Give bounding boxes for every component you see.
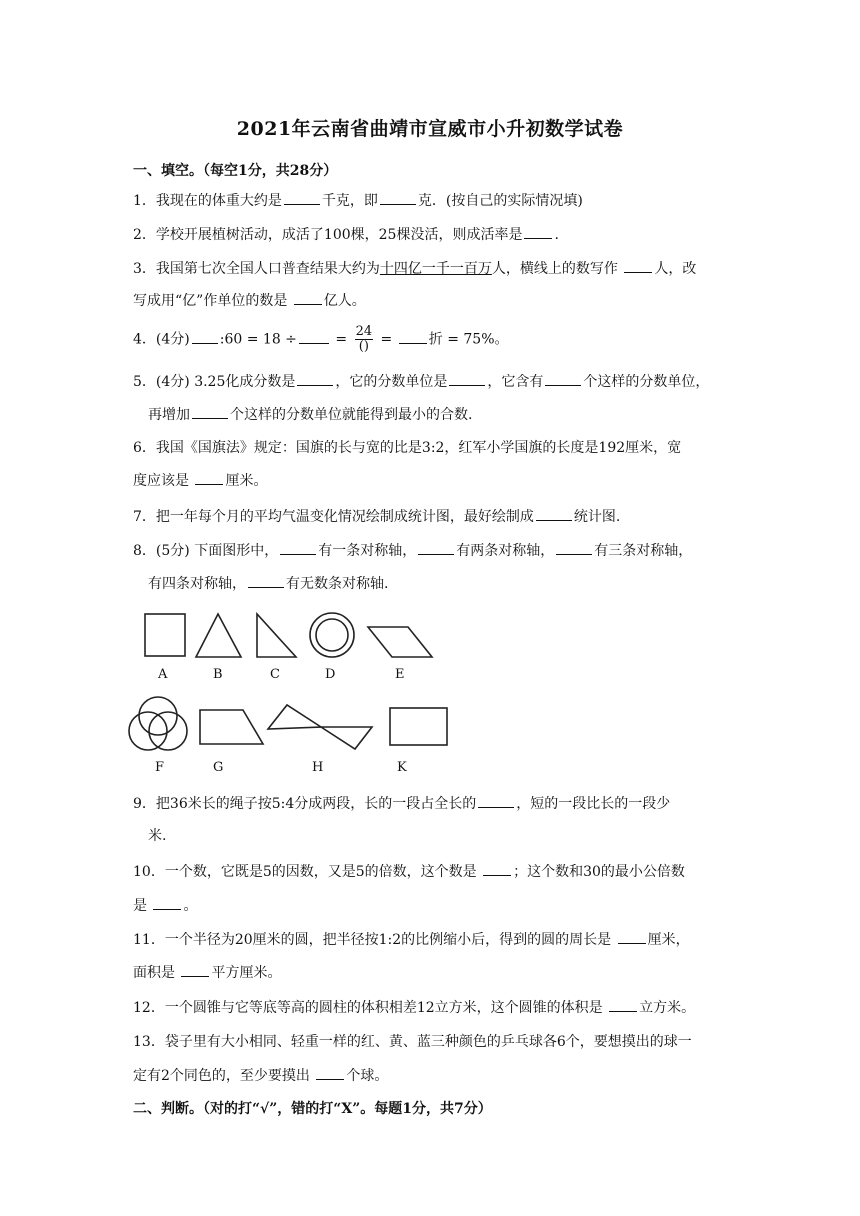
shape-label-e: E [395,667,405,682]
inner-ring-circle [316,619,348,651]
question-4: 4．(4分) :60 = 18 ÷ = $\frac{24}{()}$ = 折 = 75%。 [133,324,509,354]
question-10: 10．一个数，它既是5的因数，又是5的倍数，这个数是 ；这个数和30的最小公倍数 [133,861,733,882]
right-triangle-shape-h [321,727,372,749]
trapezoid-shape [200,710,263,744]
shape-label-c: C [270,667,280,682]
shape-label-d: D [325,667,336,682]
shape-label-b: B [213,667,223,682]
question-12: 12．一个圆锥与它等底等高的圆柱的体积相差12立方米，这个圆锥的体积是 立方米。 [133,997,733,1018]
question-5: 5．(4分) 3.25化成分数是 ，它的分数单位是 ，它含有 个这样的分数单位， [133,371,733,392]
question-1: 1．我现在的体重大约是 千克，即 克．(按自己的实际情况填) [133,190,733,211]
question-7: 7．把一年每个月的平均气温变化情况绘制成统计图，最好绘制成 统计图. [133,506,733,527]
fraction: $\frac{24}{()}$ [355,324,373,354]
left-triangle-shape [268,705,321,729]
rectangle-shape [390,708,447,745]
question-3-cont: 写成用“亿”作单位的数是 亿人。 [133,290,733,311]
question-13-cont: 定有2个同色的，至少要摸出 个球。 [133,1065,733,1086]
three-circles-top [139,697,177,735]
answer-blank[interactable] [609,997,637,1012]
answer-blank[interactable] [483,861,511,876]
answer-blank[interactable] [618,929,646,944]
question-6-cont: 度应该是 厘米。 [133,470,733,491]
right-triangle-shape [257,614,296,657]
three-circles-right [149,712,187,750]
page-title: 2021年云南省曲靖市宣威市小升初数学试卷 [236,118,624,140]
question-8: 8．(5分) 下面图形中， 有一条对称轴， 有两条对称轴， 有三条对称轴， [133,540,733,561]
answer-blank[interactable] [478,793,514,808]
section-fill-in-heading: 一、填空。（每空1分，共28分） [133,163,338,179]
question-5-cont: 再增加 个这样的分数单位就能得到最小的合数. [148,404,748,425]
three-circles-left [129,712,167,750]
shape-label-f: F [155,760,165,775]
parallelogram-shape [368,627,432,657]
answer-blank[interactable] [181,962,209,977]
underlined-number-text: 十四亿一千一百万 [379,261,492,277]
answer-blank[interactable] [316,1065,344,1080]
question-13: 13．袋子里有大小相同、轻重一样的红、黄、蓝三种颜色的乒乓球各6个，要想摸出的球一 [133,1034,692,1050]
question-6: 6．我国《国旗法》规定：国旗的长与宽的比是3:2，红军小学国旗的长度是192厘米，宽 [133,440,682,456]
shape-label-g: G [213,760,224,775]
question-11: 11．一个半径为20厘米的圆，把半径按1:2的比例缩小后，得到的圆的周长是 厘米， [133,929,733,950]
answer-blank[interactable] [153,895,181,910]
question-3: 3．我国第七次全国人口普查结果大约为十四亿一千一百万人，横线上的数写作 人，改 [133,258,733,279]
square-shape [145,614,185,656]
shape-label-h: H [312,760,324,775]
question-8-cont: 有四条对称轴， 有无数条对称轴. [148,573,748,594]
question-9: 9．把36米长的绳子按5:4分成两段，长的一段占全长的 ，短的一段比长的一段少 [133,793,733,814]
shape-label-a: A [158,667,168,682]
equilateral-triangle-shape [196,614,241,657]
shape-label-k: K [397,760,407,775]
question-9-cont: 米. [148,828,167,844]
question-2: 2．学校开展植树活动，成活了100棵，25棵没活，则成活率是 . [133,224,733,245]
question-11-cont: 面积是 平方厘米。 [133,962,733,983]
question-10-cont: 是 。 [133,895,733,916]
section-judgement-heading: 二、判断。（对的打“√”，错的打“X”。每题1分，共7分） [133,1101,492,1117]
